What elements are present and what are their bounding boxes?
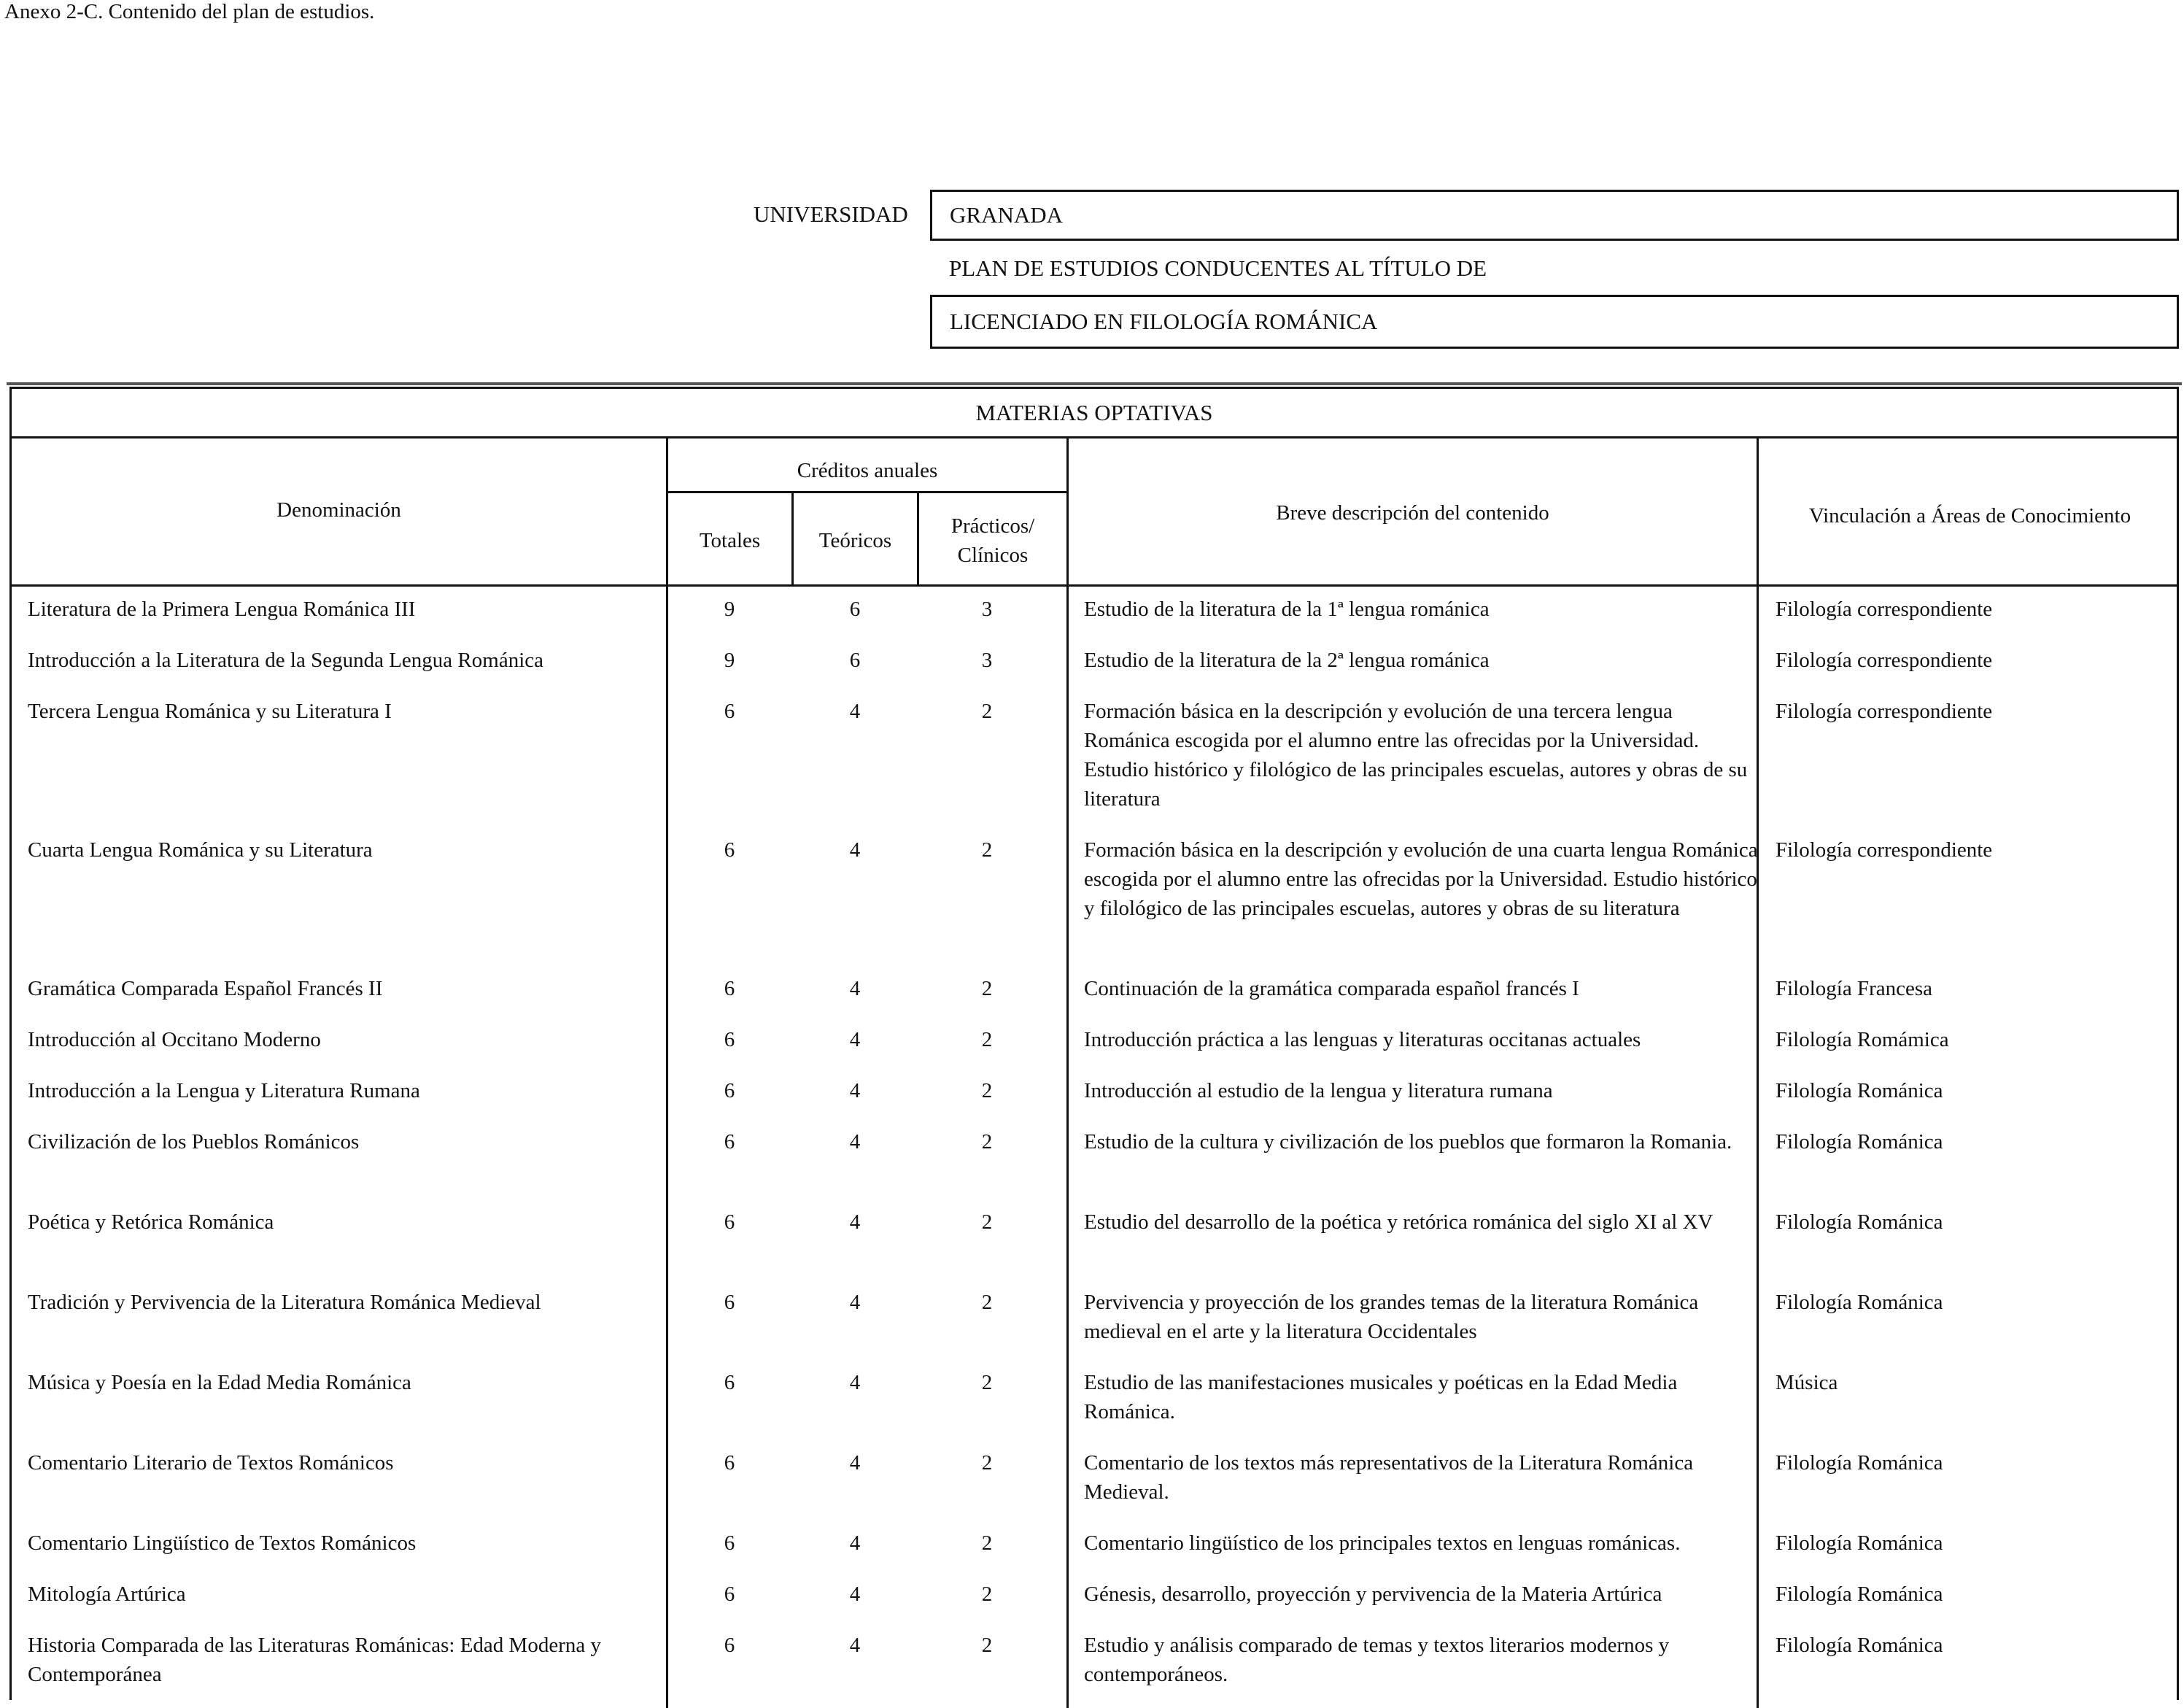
knowledge-area: Filología Romámica <box>1776 1028 1949 1051</box>
col-header-theory: Teóricos <box>818 529 892 552</box>
credits-theory: 4 <box>849 1079 861 1102</box>
course-description: Continuación de la gramática comparada español francés I <box>1084 977 1579 1000</box>
knowledge-area: Filología Románica <box>1776 1291 1943 1314</box>
course-name: Introducción al Occitano Moderno <box>28 1028 321 1051</box>
plan-label: PLAN DE ESTUDIOS CONDUCENTES AL TÍTULO DE <box>949 255 1487 281</box>
annex-title: Anexo 2-C. Contenido del plan de estudios. <box>4 0 375 23</box>
credits-practice: 2 <box>981 1210 993 1234</box>
credits-total: 6 <box>724 1451 735 1475</box>
course-description: Estudio de la literatura de la 1ª lengua románica <box>1084 598 1490 621</box>
course-name: Comentario Lingüístico de Textos Románicos <box>28 1531 417 1555</box>
credits-total: 9 <box>724 598 735 621</box>
course-name: Historia Comparada de las Literaturas Románicas: Edad Moderna y Contemporánea <box>28 1634 601 1686</box>
credits-practice: 2 <box>981 1531 993 1555</box>
col-divider-credits <box>1066 438 1069 1708</box>
table-top-border <box>7 382 2182 385</box>
course-description: Formación básica en la descripción y evolución de una tercera lengua Románica escogida por el alumno entre las ofrecidas por la Universidad. Estudio histórico y filológico de las principales escuelas, autores y obras de su literatura <box>1084 700 1748 811</box>
course-description: Génesis, desarrollo, proyección y pervivencia de la Materia Artúrica <box>1084 1583 1662 1606</box>
col-divider-desc <box>1757 438 1759 1708</box>
knowledge-area: Filología correspondiente <box>1776 838 1993 862</box>
credits-total: 6 <box>724 1210 735 1234</box>
course-description: Estudio del desarrollo de la poética y retórica románica del siglo XI al XV <box>1084 1210 1713 1234</box>
col-header-area: Vinculación a Áreas de Conocimiento <box>1808 504 2131 528</box>
knowledge-area: Filología correspondiente <box>1776 649 1993 672</box>
course-name: Cuarta Lengua Románica y su Literatura <box>28 838 373 862</box>
university-value: GRANADA <box>950 202 1063 228</box>
course-description: Introducción al estudio de la lengua y literatura rumana <box>1084 1079 1553 1102</box>
course-description: Estudio de la cultura y civilización de los pueblos que formaron la Romania. <box>1084 1130 1732 1154</box>
credits-practice: 2 <box>981 700 993 723</box>
col-header-total: Totales <box>699 529 761 552</box>
course-name: Civilización de los Pueblos Románicos <box>28 1130 360 1154</box>
col-divider-name <box>666 438 668 1708</box>
course-name: Mitología Artúrica <box>28 1583 186 1606</box>
table-title-text: MATERIAS OPTATIVAS <box>975 399 1213 425</box>
credits-practice: 2 <box>981 977 993 1000</box>
credits-total: 9 <box>724 649 735 672</box>
credits-theory: 4 <box>849 1291 861 1314</box>
col-header-practice-2: Clínicos <box>957 544 1029 567</box>
credits-practice: 2 <box>981 1028 993 1051</box>
credits-theory: 4 <box>849 838 861 862</box>
credits-practice: 2 <box>981 838 993 862</box>
course-description: Comentario de los textos más representativos de la Literatura Románica Medieval. <box>1084 1451 1694 1504</box>
course-name: Gramática Comparada Español Francés II <box>28 977 383 1000</box>
course-name: Introducción a la Lengua y Literatura Rumana <box>28 1079 420 1102</box>
credits-group-divider <box>666 491 1069 493</box>
knowledge-area: Filología Francesa <box>1776 977 1933 1000</box>
credits-theory: 6 <box>849 649 861 672</box>
degree-value: LICENCIADO EN FILOLOGÍA ROMÁNICA <box>950 309 1378 334</box>
course-description: Estudio de la literatura de la 2ª lengua románica <box>1084 649 1490 672</box>
knowledge-area: Filología correspondiente <box>1776 700 1993 723</box>
course-description: Introducción práctica a las lenguas y literaturas occitanas actuales <box>1084 1028 1641 1051</box>
course-name: Tercera Lengua Románica y su Literatura I <box>28 700 392 723</box>
credits-theory: 4 <box>849 1371 861 1394</box>
university-field <box>930 190 2179 241</box>
credits-theory: 6 <box>849 598 861 621</box>
credits-total: 6 <box>724 1291 735 1314</box>
course-description: Formación básica en la descripción y evolución de una cuarta lengua Románica escogida por el alumno entre las ofrecidas por la Universidad. Estudio histórico y filológico de las principales escuelas, autores y obras de su literatura <box>1084 838 1758 920</box>
degree-field <box>930 295 2179 349</box>
credits-practice: 2 <box>981 1451 993 1475</box>
credits-total: 6 <box>724 1634 735 1657</box>
credits-theory: 4 <box>849 1531 861 1555</box>
course-description: Pervivencia y proyección de los grandes temas de la literatura Románica medieval en el arte y la literatura Occidentales <box>1084 1291 1699 1343</box>
credits-total: 6 <box>724 700 735 723</box>
knowledge-area: Filología Románica <box>1776 1451 1943 1475</box>
credits-total: 6 <box>724 1079 735 1102</box>
credits-practice: 2 <box>981 1371 993 1394</box>
course-description: Estudio y análisis comparado de temas y textos literarios modernos y contemporáneos. <box>1084 1634 1670 1686</box>
credits-practice: 2 <box>981 1291 993 1314</box>
col-header-name: Denominación <box>276 498 401 522</box>
knowledge-area: Filología Románica <box>1776 1130 1943 1154</box>
credits-total: 6 <box>724 1028 735 1051</box>
credits-theory: 4 <box>849 1451 861 1475</box>
col-header-practice-1: Prácticos/ <box>950 514 1035 538</box>
credits-total: 6 <box>724 977 735 1000</box>
credits-theory: 4 <box>849 1634 861 1657</box>
knowledge-area: Filología Románica <box>1776 1210 1943 1234</box>
credits-practice: 2 <box>981 1583 993 1606</box>
col-header-credits: Créditos anuales <box>797 459 938 482</box>
credits-theory: 4 <box>849 1130 861 1154</box>
credits-practice: 3 <box>981 598 993 621</box>
credits-total: 6 <box>724 1130 735 1154</box>
course-description: Comentario lingüístico de los principales textos en lenguas románicas. <box>1084 1531 1681 1555</box>
credits-theory: 4 <box>849 1210 861 1234</box>
course-description: Estudio de las manifestaciones musicales y poéticas en la Edad Media Románica. <box>1084 1371 1678 1423</box>
university-label: UNIVERSIDAD <box>754 201 908 227</box>
knowledge-area: Filología Románica <box>1776 1079 1943 1102</box>
knowledge-area: Filología Románica <box>1776 1583 1943 1606</box>
credits-total: 6 <box>724 1531 735 1555</box>
credits-practice: 3 <box>981 649 993 672</box>
credits-total: 6 <box>724 1583 735 1606</box>
course-name: Introducción a la Literatura de la Segunda Lengua Románica <box>28 649 543 672</box>
credits-total: 6 <box>724 838 735 862</box>
col-header-description: Breve descripción del contenido <box>1276 501 1549 525</box>
knowledge-area: Música <box>1776 1371 1838 1394</box>
header-bottom-divider <box>12 584 2177 587</box>
course-name: Comentario Literario de Textos Románicos <box>28 1451 394 1475</box>
credits-total: 6 <box>724 1371 735 1394</box>
course-name: Literatura de la Primera Lengua Románica III <box>28 598 416 621</box>
credits-practice: 2 <box>981 1079 993 1102</box>
courses-table <box>9 387 2179 1700</box>
knowledge-area: Filología Románica <box>1776 1531 1943 1555</box>
knowledge-area: Filología Románica <box>1776 1634 1943 1657</box>
credits-theory: 4 <box>849 1028 861 1051</box>
course-name: Poética y Retórica Románica <box>28 1210 274 1234</box>
table-title <box>12 389 2177 438</box>
credits-practice: 2 <box>981 1130 993 1154</box>
credits-practice: 2 <box>981 1634 993 1657</box>
credits-theory: 4 <box>849 977 861 1000</box>
credits-theory: 4 <box>849 700 861 723</box>
course-name: Tradición y Pervivencia de la Literatura Románica Medieval <box>28 1291 541 1314</box>
course-name: Música y Poesía en la Edad Media Románica <box>28 1371 411 1394</box>
knowledge-area: Filología correspondiente <box>1776 598 1993 621</box>
credits-theory: 4 <box>849 1583 861 1606</box>
